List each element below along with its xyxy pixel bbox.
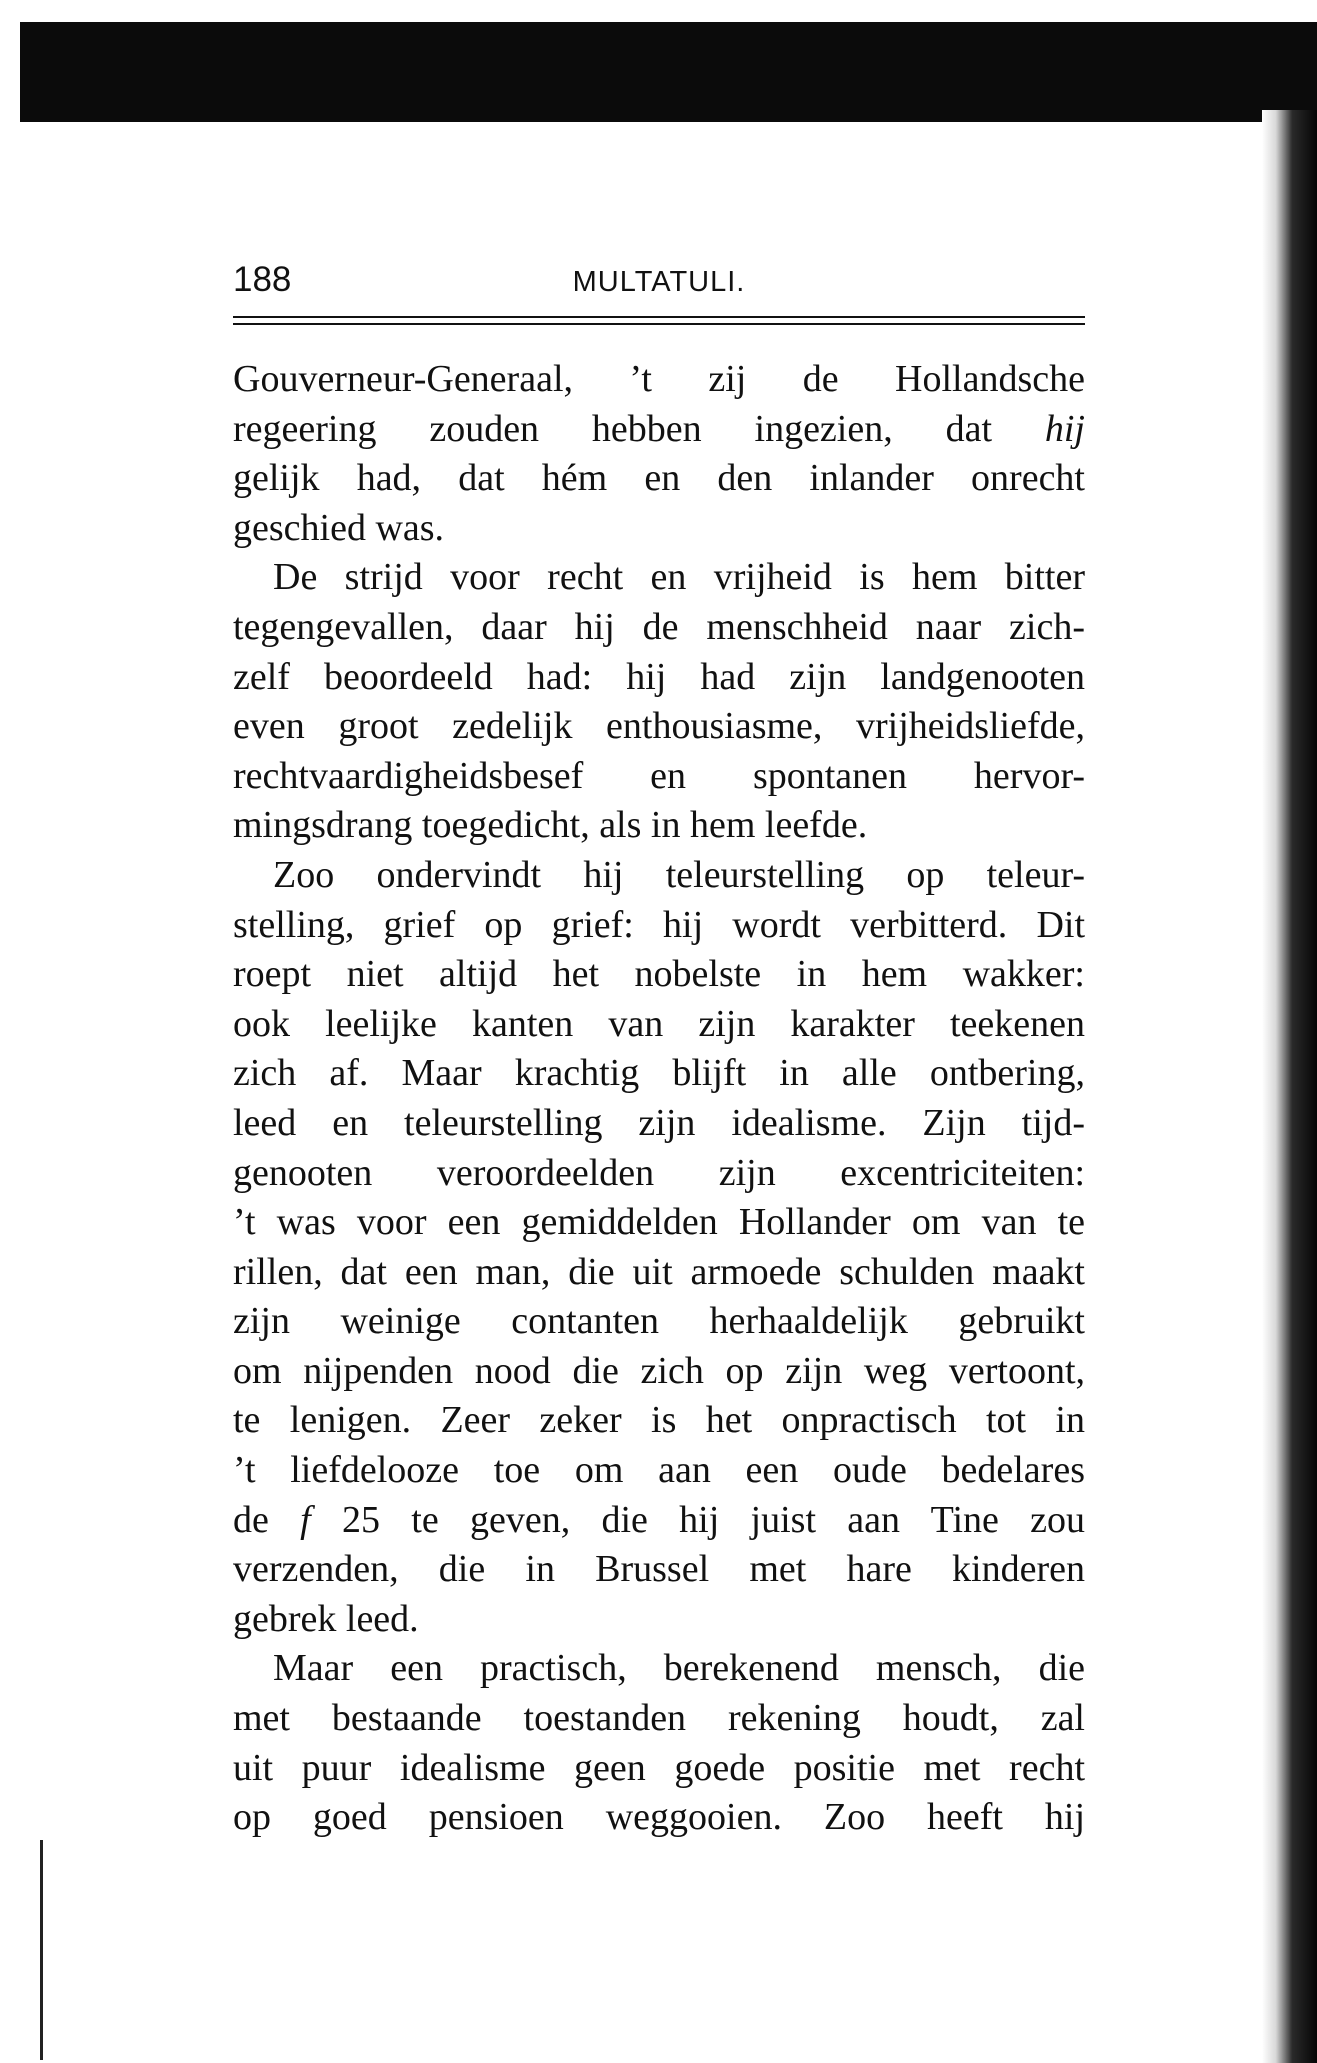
- text-line: gelijk had, dat hém en den inlander onrecht: [233, 457, 1085, 500]
- text-line: met bestaande toestanden rekening houdt, zal: [233, 1697, 1085, 1740]
- text-line: roept niet altijd het nobelste in hem wakker:: [233, 953, 1085, 996]
- text-line: gebrek leed.: [233, 1597, 419, 1640]
- text-line: rillen, dat een man, die uit armoede schulden maakt: [233, 1250, 1085, 1293]
- text-line: ’t was voor een gemiddelden Hollander om van te: [233, 1201, 1085, 1244]
- page-header: [233, 258, 1085, 308]
- text-line: om nijpenden nood die zich op zijn weg vertoont,: [233, 1349, 1085, 1392]
- text-line: Gouverneur-Generaal, ’t zij de Hollandsche: [233, 358, 1085, 400]
- scan-top-border: [20, 22, 1317, 122]
- text-line: genooten veroordeelden zijn excentriciteiten:: [233, 1151, 1085, 1194]
- text-line: zich af. Maar krachtig blijft in alle ontbering,: [233, 1052, 1085, 1095]
- text-line: op goed pensioen weggooien. Zoo heeft hij: [233, 1796, 1085, 1839]
- text-line: tegengevallen, daar hij de menschheid naar zich-: [233, 605, 1085, 648]
- text-line: stelling, grief op grief: hij wordt verbitterd. Dit: [233, 903, 1085, 946]
- text-line: even groot zedelijk enthousiasme, vrijheidsliefde,: [233, 705, 1085, 748]
- page-number: 188: [233, 260, 292, 299]
- text-line: verzenden, die in Brussel met hare kinderen: [233, 1548, 1085, 1591]
- text-line: zijn weinige contanten herhaaldelijk gebruikt: [233, 1300, 1085, 1343]
- text-line: geschied was.: [233, 506, 445, 549]
- running-title: MULTATULI.: [572, 266, 746, 298]
- text-line: leed en teleurstelling zijn idealisme. Zijn tijd-: [233, 1101, 1085, 1144]
- text-line: regeering zouden hebben ingezien, dat hij: [233, 407, 1085, 450]
- text-line: zelf beoordeeld had: hij had zijn landgenooten: [233, 655, 1085, 698]
- text-line: mingsdrang toegedicht, als in hem leefde.: [233, 804, 868, 847]
- text-line: De strijd voor recht en vrijheid is hem bitter: [273, 556, 1085, 599]
- italic-word: hij: [1044, 407, 1085, 450]
- scan-right-edge: [1262, 110, 1317, 2063]
- text-line: uit puur idealisme geen goede positie met recht: [233, 1746, 1085, 1789]
- text-line: ook leelijke kanten van zijn karakter teekenen: [233, 1002, 1085, 1045]
- text-line: Zoo ondervindt hij teleurstelling op teleur-: [273, 853, 1085, 896]
- currency-symbol: f: [300, 1498, 311, 1541]
- text-line: rechtvaardigheidsbesef en spontanen hervor-: [233, 754, 1085, 797]
- text-line: Maar een practisch, berekenend mensch, die: [273, 1647, 1085, 1690]
- body-text: [233, 355, 1085, 1843]
- text-line: ’t liefdelooze toe om aan een oude bedelares: [233, 1449, 1085, 1492]
- scan-left-mark: [40, 1840, 43, 2060]
- text-line: te lenigen. Zeer zeker is het onpractisch tot in: [233, 1399, 1085, 1442]
- text-line: de f 25 te geven, die hij juist aan Tine zou: [233, 1498, 1086, 1541]
- header-rule: [233, 316, 1085, 325]
